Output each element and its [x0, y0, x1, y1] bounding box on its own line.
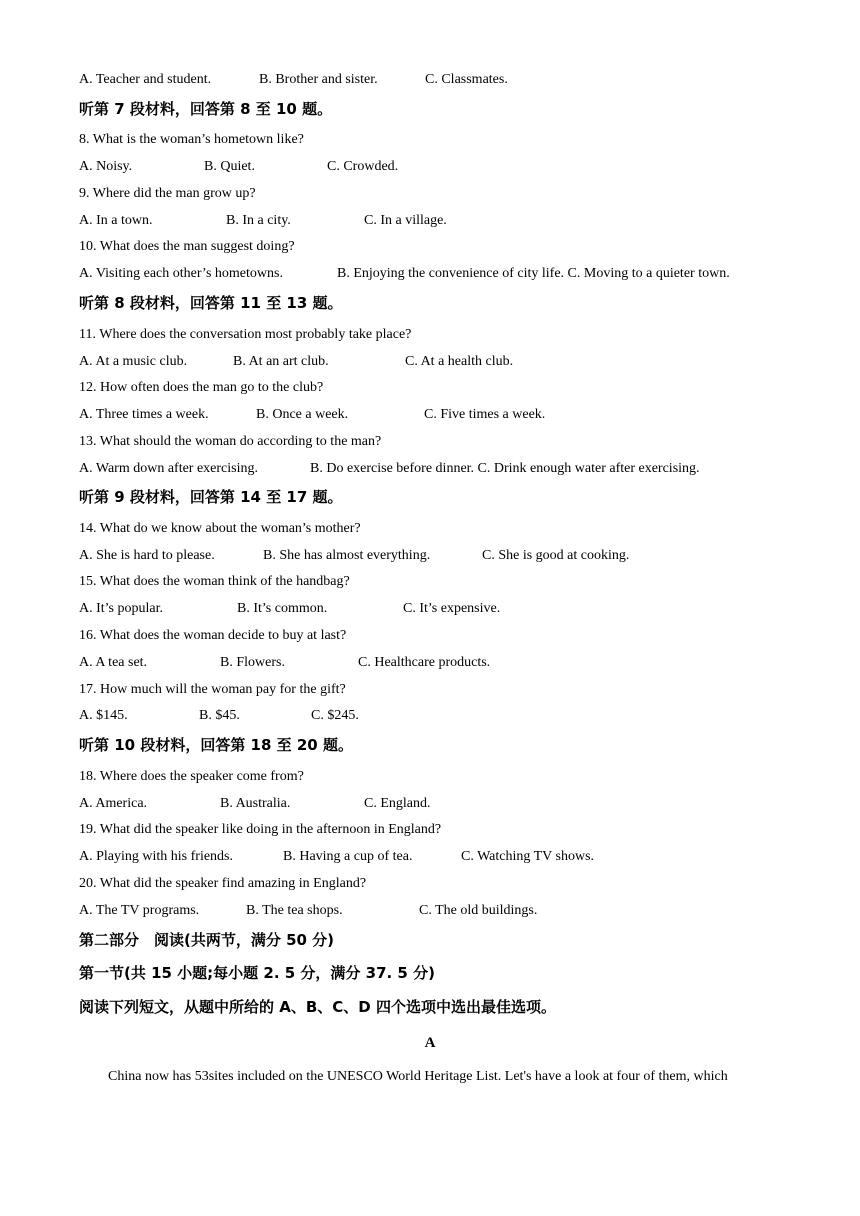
section-heading: 阅读下列短文，从题中所给的 A、B、C、D 四个选项中选出最佳选项。 — [79, 998, 556, 1016]
section-heading: 第一节(共 15 小题;每小题 2. 5 分，满分 37. 5 分) — [79, 964, 435, 982]
question-text: 9. Where did the man grow up? — [79, 186, 256, 201]
answer-option: A. In a town. — [79, 213, 153, 228]
answer-option: C. Classmates. — [425, 72, 508, 87]
answer-option: A. Visiting each other’s hometowns. — [79, 266, 283, 281]
answer-option: B. Do exercise before dinner. C. Drink enough water after exercising. — [310, 461, 700, 476]
question-text: 19. What did the speaker like doing in the afternoon in England? — [79, 822, 442, 837]
question-text: 13. What should the woman do according to the man? — [79, 434, 382, 449]
section-heading: 第二部分 阅读(共两节，满分 50 分) — [79, 931, 335, 949]
answer-option: A. At a music club. — [79, 354, 188, 369]
answer-option: A. Three times a week. — [79, 407, 209, 422]
answer-option: C. At a health club. — [405, 354, 514, 369]
question-text: 10. What does the man suggest doing? — [79, 239, 295, 254]
section-heading: 听第 8 段材料，回答第 11 至 13 题。 — [79, 294, 343, 312]
answer-option: A. It’s popular. — [79, 601, 163, 616]
answer-option: B. Having a cup of tea. — [283, 849, 413, 864]
answer-option: A. Noisy. — [79, 159, 133, 174]
answer-option: C. England. — [364, 796, 431, 811]
answer-option: C. Five times a week. — [424, 407, 546, 422]
answer-option: A. A tea set. — [79, 655, 148, 670]
answer-option: A. She is hard to please. — [79, 548, 215, 563]
answer-option: B. In a city. — [226, 213, 291, 228]
answer-option: C. She is good at cooking. — [482, 548, 630, 563]
answer-option: B. Australia. — [220, 796, 291, 811]
answer-option: B. Once a week. — [256, 407, 349, 422]
answer-option: B. Flowers. — [220, 655, 285, 670]
question-text: 12. How often does the man go to the club? — [79, 380, 324, 395]
question-text: 15. What does the woman think of the handbag? — [79, 574, 350, 589]
answer-option: A. Teacher and student. — [79, 72, 212, 87]
question-text: 16. What does the woman decide to buy at last? — [79, 628, 347, 643]
question-text: 14. What do we know about the woman’s mother? — [79, 521, 361, 536]
answer-option: A. Warm down after exercising. — [79, 461, 258, 476]
section-heading: 听第 9 段材料，回答第 14 至 17 题。 — [79, 488, 343, 506]
passage-text: China now has 53sites included on the UNESCO World Heritage List. Let's have a look at four of them, which — [108, 1069, 728, 1084]
answer-option: B. Brother and sister. — [259, 72, 378, 87]
passage-title: A — [424, 1035, 436, 1051]
answer-option: A. The TV programs. — [79, 903, 200, 918]
answer-option: B. Enjoying the convenience of city life. C. Moving to a quieter town. — [337, 266, 730, 281]
question-text: 18. Where does the speaker come from? — [79, 769, 304, 784]
answer-option: A. $145. — [79, 708, 128, 723]
answer-option: C. Healthcare products. — [358, 655, 491, 670]
answer-option: A. America. — [79, 796, 148, 811]
answer-option: C. Crowded. — [327, 159, 399, 174]
answer-option: A. Playing with his friends. — [79, 849, 233, 864]
answer-option: C. $245. — [311, 708, 359, 723]
answer-option: B. Quiet. — [204, 159, 255, 174]
section-heading: 听第 7 段材料，回答第 8 至 10 题。 — [79, 100, 333, 118]
answer-option: C. It’s expensive. — [403, 601, 501, 616]
question-text: 20. What did the speaker find amazing in England? — [79, 876, 367, 891]
answer-option: C. In a village. — [364, 213, 447, 228]
answer-option: B. It’s common. — [237, 601, 328, 616]
question-text: 17. How much will the woman pay for the gift? — [79, 682, 346, 697]
answer-option: C. The old buildings. — [419, 903, 538, 918]
answer-option: B. She has almost everything. — [263, 548, 431, 563]
question-text: 11. Where does the conversation most probably take place? — [79, 327, 412, 342]
section-heading: 听第 10 段材料，回答第 18 至 20 题。 — [79, 736, 353, 754]
answer-option: C. Watching TV shows. — [461, 849, 595, 864]
answer-option: B. At an art club. — [233, 354, 329, 369]
answer-option: B. The tea shops. — [246, 903, 343, 918]
question-text: 8. What is the woman’s hometown like? — [79, 132, 304, 147]
answer-option: B. $45. — [199, 708, 240, 723]
